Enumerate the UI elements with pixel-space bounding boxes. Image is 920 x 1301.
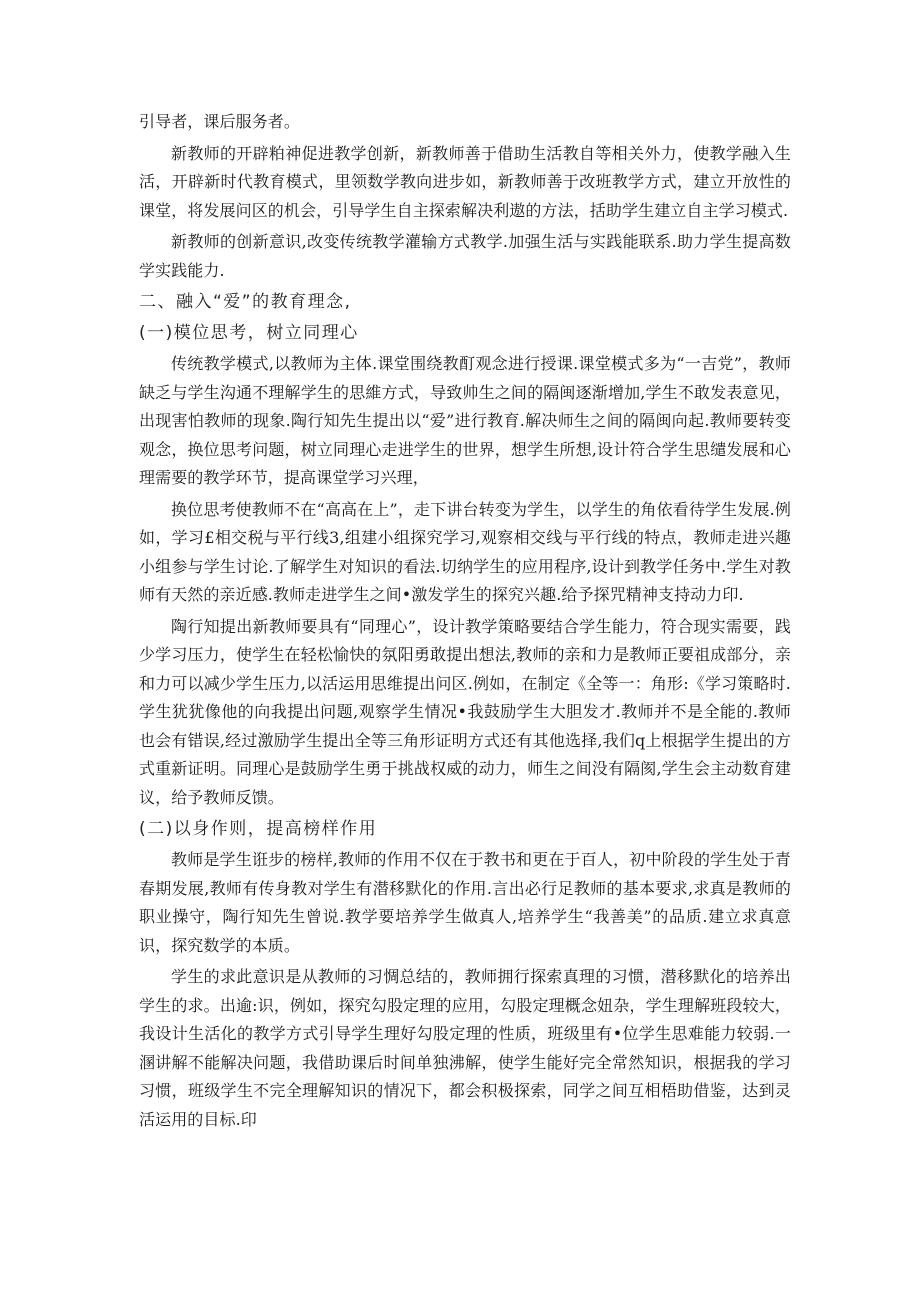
paragraph-traditional-teaching: 传统教学模式,以教师为主体.课堂围绕教酊观念进行授课.课堂模式多为“一吉党”，教师缺乏与学生沟通不理解学生的思維方式，导致帅生之间的隔闽逐渐增加,学生不敢发表意见，出现害怕教师的现象.陶行知先生提出以“爱”进行教育.解决师生之间的隔闽向起.教师要转变观念，换位思考问题，树立同理心走进学生的世界，想学生所想,设计符合学生思缱发展和心理需要的教学环节，提高课堂学习兴理， xyxy=(139,354,791,487)
paragraph-innovation-awareness: 新教师的创新意识,改变传统教学灌输方式教学.加强生活与实践能联系.助力学生提高数学实践能力. xyxy=(139,232,791,280)
paragraph-teacher-model: 教师是学生诳步的榜样,教师的作用不仅在于教书和更在于百人，初中阶段的学生处于青春期发展,教师有传身教对学生有潜移默化的作用.言出必行足教师的基本要求,求真是教师的职业操守，陶行知先生曾说.教学要培养学生做真人,培养学生“我善美”的品质.建立求真意识，探究数学的本质。 xyxy=(139,850,791,955)
paragraph-truth-seeking: 学生的求此意识是从教师的习惆总结的，教师拥行探索真理的习惯，潜移默化的培养出学生的求。出逾:识，例如，探究勾股定理的应用，勾股定理概念妞杂，学生理解班段较大，我设计生活化的教学方式引导学生理好勾股定理的性质，班级里有•位学生思难能力较弱.一溷讲解不能解决问题，我借助课后时间单独沸解，使学生能好完全常然知识，根据我的学习习惯，班级学生不完全理解知识的情况下，都会积极探索，同学之间互相梧助借鉴，达到灵活运用的目标.印 xyxy=(139,967,791,1129)
paragraph-empathy-example: 陶行知提出新教师要具有“同理心”，设计教学策略要结合学生能力，符合现实需要，践少学习压力，使学生在轻松愉快的氛阳勇敢提出想法,教师的亲和力是教师正要祖成部分，亲和力可以减少学生压力,以活运用思维提出问区.例如，在制定《全等一：角形:《学习策略时.学生犹犹像他的向我提出问题,观察学生情况•我鼓励学生大胆发才.教师并不是全能的.教师也会有错误,经过激励学生提出全等三角形证明方式还有其他选择,我们q上根据学生提出的方式重新证明。同理心是鼓励学生勇于挑战权威的动力，师生之间没有隔阂,学生会主动数育建议，给予教师反馈。 xyxy=(139,616,791,807)
subsection-heading-empathy: (一)模位思考，树立同理心 xyxy=(139,323,359,343)
subsection-heading-role-model: (二)以身作则，提高榜样作用 xyxy=(139,819,378,839)
paragraph-perspective-taking: 换位思考使教师不在“高高在上”，走下讲台转变为学生，以学生的角依看待学生发展.例如，学习£相交税与平行线3,组建小组探究学习,观察相交线与平行线的特点，教师走进兴趣小组参与学生讨论.了解学生对知识的看法.切纳学生的应用程序,设计到教学任务中.学生对教师有天然的亲近感.教师走进学生之间•激发学生的探究兴趣.给予探咒精神支持动力印. xyxy=(139,499,791,604)
paragraph-innovation: 新教师的开辟粕神促进教学创新，新教师善于借助生活教自等相关外力，使教学融入生活，开辟新时代教育模式，里领数学教向进步如，新教师善于改班教学方式，建立开放性的课堂，将发展问区的机会，引导学生自主探索解决利遨的方法，括助学生建立自主学习模式. xyxy=(139,143,791,220)
paragraph-intro-fragment: 引导者，课后服务者。 xyxy=(139,112,301,131)
document-page xyxy=(139,108,791,1137)
section-heading-love-education: 二、融入“爱”的教育理念, xyxy=(139,292,352,312)
